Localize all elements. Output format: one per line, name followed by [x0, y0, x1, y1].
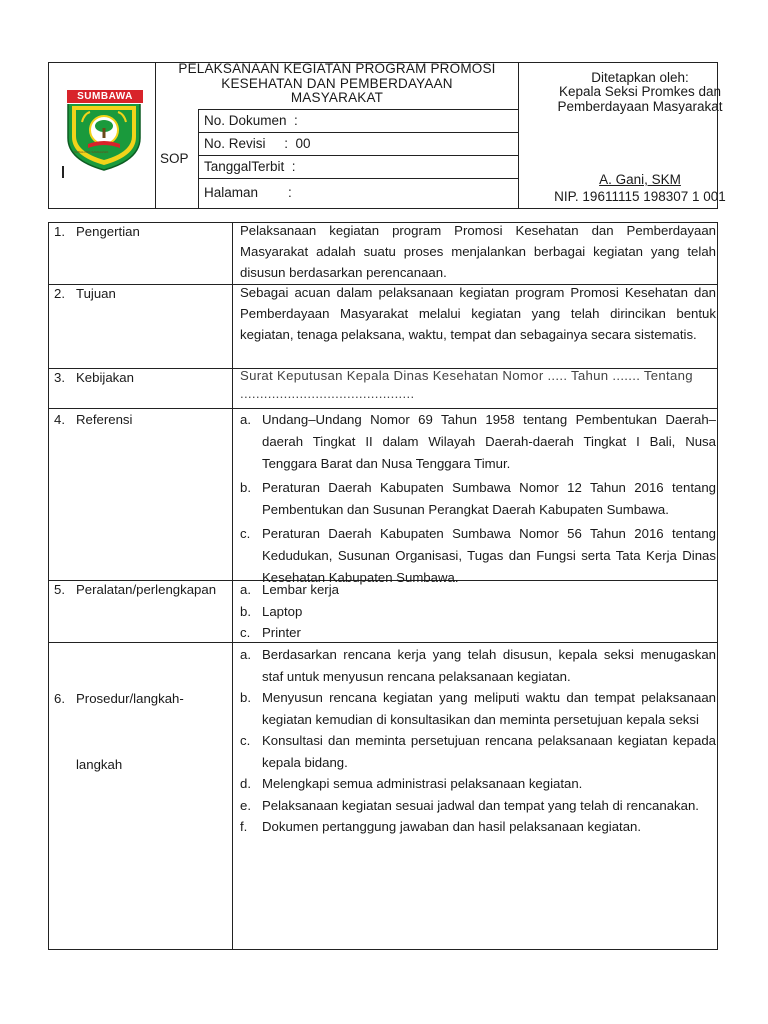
list-item: b. Laptop [240, 603, 303, 619]
section-label: 2. Tujuan [54, 286, 116, 301]
section-label: 4. Referensi [54, 412, 133, 427]
logo-motto: SABALONG SAMALEWA [74, 150, 109, 154]
document-title: PELAKSANAAN KEGIATAN PROGRAM PROMOSI KESEHATAN DAN PEMBERDAYAAN MASYARAKAT [178, 61, 496, 105]
approval-position: Kepala Seksi Promkes dan Pemberdayaan Masyarakat [557, 84, 723, 114]
section-label: 5. Peralatan/perlengkapan [54, 582, 217, 597]
approval-heading: Ditetapkan oleh: [591, 70, 689, 85]
list-item: b. Menyusun rencana kegiatan yang meliputi waktu dan tempat pelaksanaan kegiatan kemudian di konsultasikan dan meminta persetujuan kepala seksi [240, 690, 716, 727]
list-item: d. Melengkapi semua administrasi pelaksanaan kegiatan. [240, 776, 583, 791]
list-item: b. Peraturan Daerah Kabupaten Sumbawa Nomor 12 Tahun 2016 tentang Pembentukan dan Susunan Perangkat Daerah Kabupaten Sumbawa. [240, 480, 716, 517]
section-content: Surat Keputusan Kepala Dinas Kesehatan Nomor ..... Tahun ....... Tentang ............................................ [240, 368, 693, 401]
list-item: c. Konsultasi dan meminta persetujuan rencana pelaksanaan kegiatan kepada kepala bidang. [240, 733, 716, 770]
section-label: 6. Prosedur/langkah- langkah [54, 691, 184, 772]
section-content: Pelaksanaan kegiatan program Promosi Kesehatan dan Pemberdayaan Masyarakat adalah suatu proses menjalankan berbagai kegiatan yang telah disusun berdasarkan perencanaan. [240, 223, 716, 280]
section-content [240, 409, 716, 589]
field-tanggal-terbit: TanggalTerbit : [204, 159, 296, 174]
section-content [240, 644, 716, 838]
logo-stray-mark [62, 166, 64, 178]
section-content [240, 579, 716, 644]
list-item: e. Pelaksanaan kegiatan sesuai jadwal dan tempat yang telah di rencanakan. [240, 797, 699, 813]
field-halaman: Halaman : [204, 185, 292, 200]
field-no-revisi: No. Revisi : 00 [204, 136, 311, 151]
sop-label: SOP [160, 151, 189, 166]
list-item: f. Dokumen pertanggung jawaban dan hasil pelaksanaan kegiatan. [240, 819, 642, 834]
section-label: 3. Kebijakan [54, 370, 134, 385]
approval-name: A. Gani, SKM [599, 172, 681, 187]
approval-nip: NIP. 19611115 198307 1 001 [554, 189, 726, 204]
list-item: c. Printer [240, 625, 301, 640]
list-item: a. Berdasarkan rencana kerja yang telah disusun, kepala seksi menugaskan staf untuk menyusun rencana pelaksanaan kegiatan. [240, 647, 716, 684]
list-item: c. Peraturan Daerah Kabupaten Sumbawa Nomor 56 Tahun 2016 tentang Kedudukan, Susunan Organisasi, Tugas dan Fungsi serta Tata Kerja Dinas Kesehatan Kabupaten Sumbawa. [240, 526, 716, 585]
list-item: a. Undang–Undang Nomor 69 Tahun 1958 tentang Pembentukan Daerah–daerah Tingkat II dalam Wilayah Daerah-daerah Tingkat I Bali, Nusa Tenggara Barat dan Nusa Tenggara Timur. [240, 412, 716, 471]
section-content: Sebagai acuan dalam pelaksanaan kegiatan program Promosi Kesehatan dan Pemberdayaan Masyarakat melalui kegiatan yang telah dirincikan bentuk kegiatan, tenaga pelaksana, waktu, tempat dan sebagainya secara sistematis. [240, 285, 716, 342]
logo-banner: SUMBAWA [66, 89, 144, 104]
section-label: 1. Pengertian [54, 224, 140, 239]
list-item: a. Lembar kerja [240, 582, 339, 597]
field-no-dokumen: No. Dokumen : [204, 113, 298, 128]
